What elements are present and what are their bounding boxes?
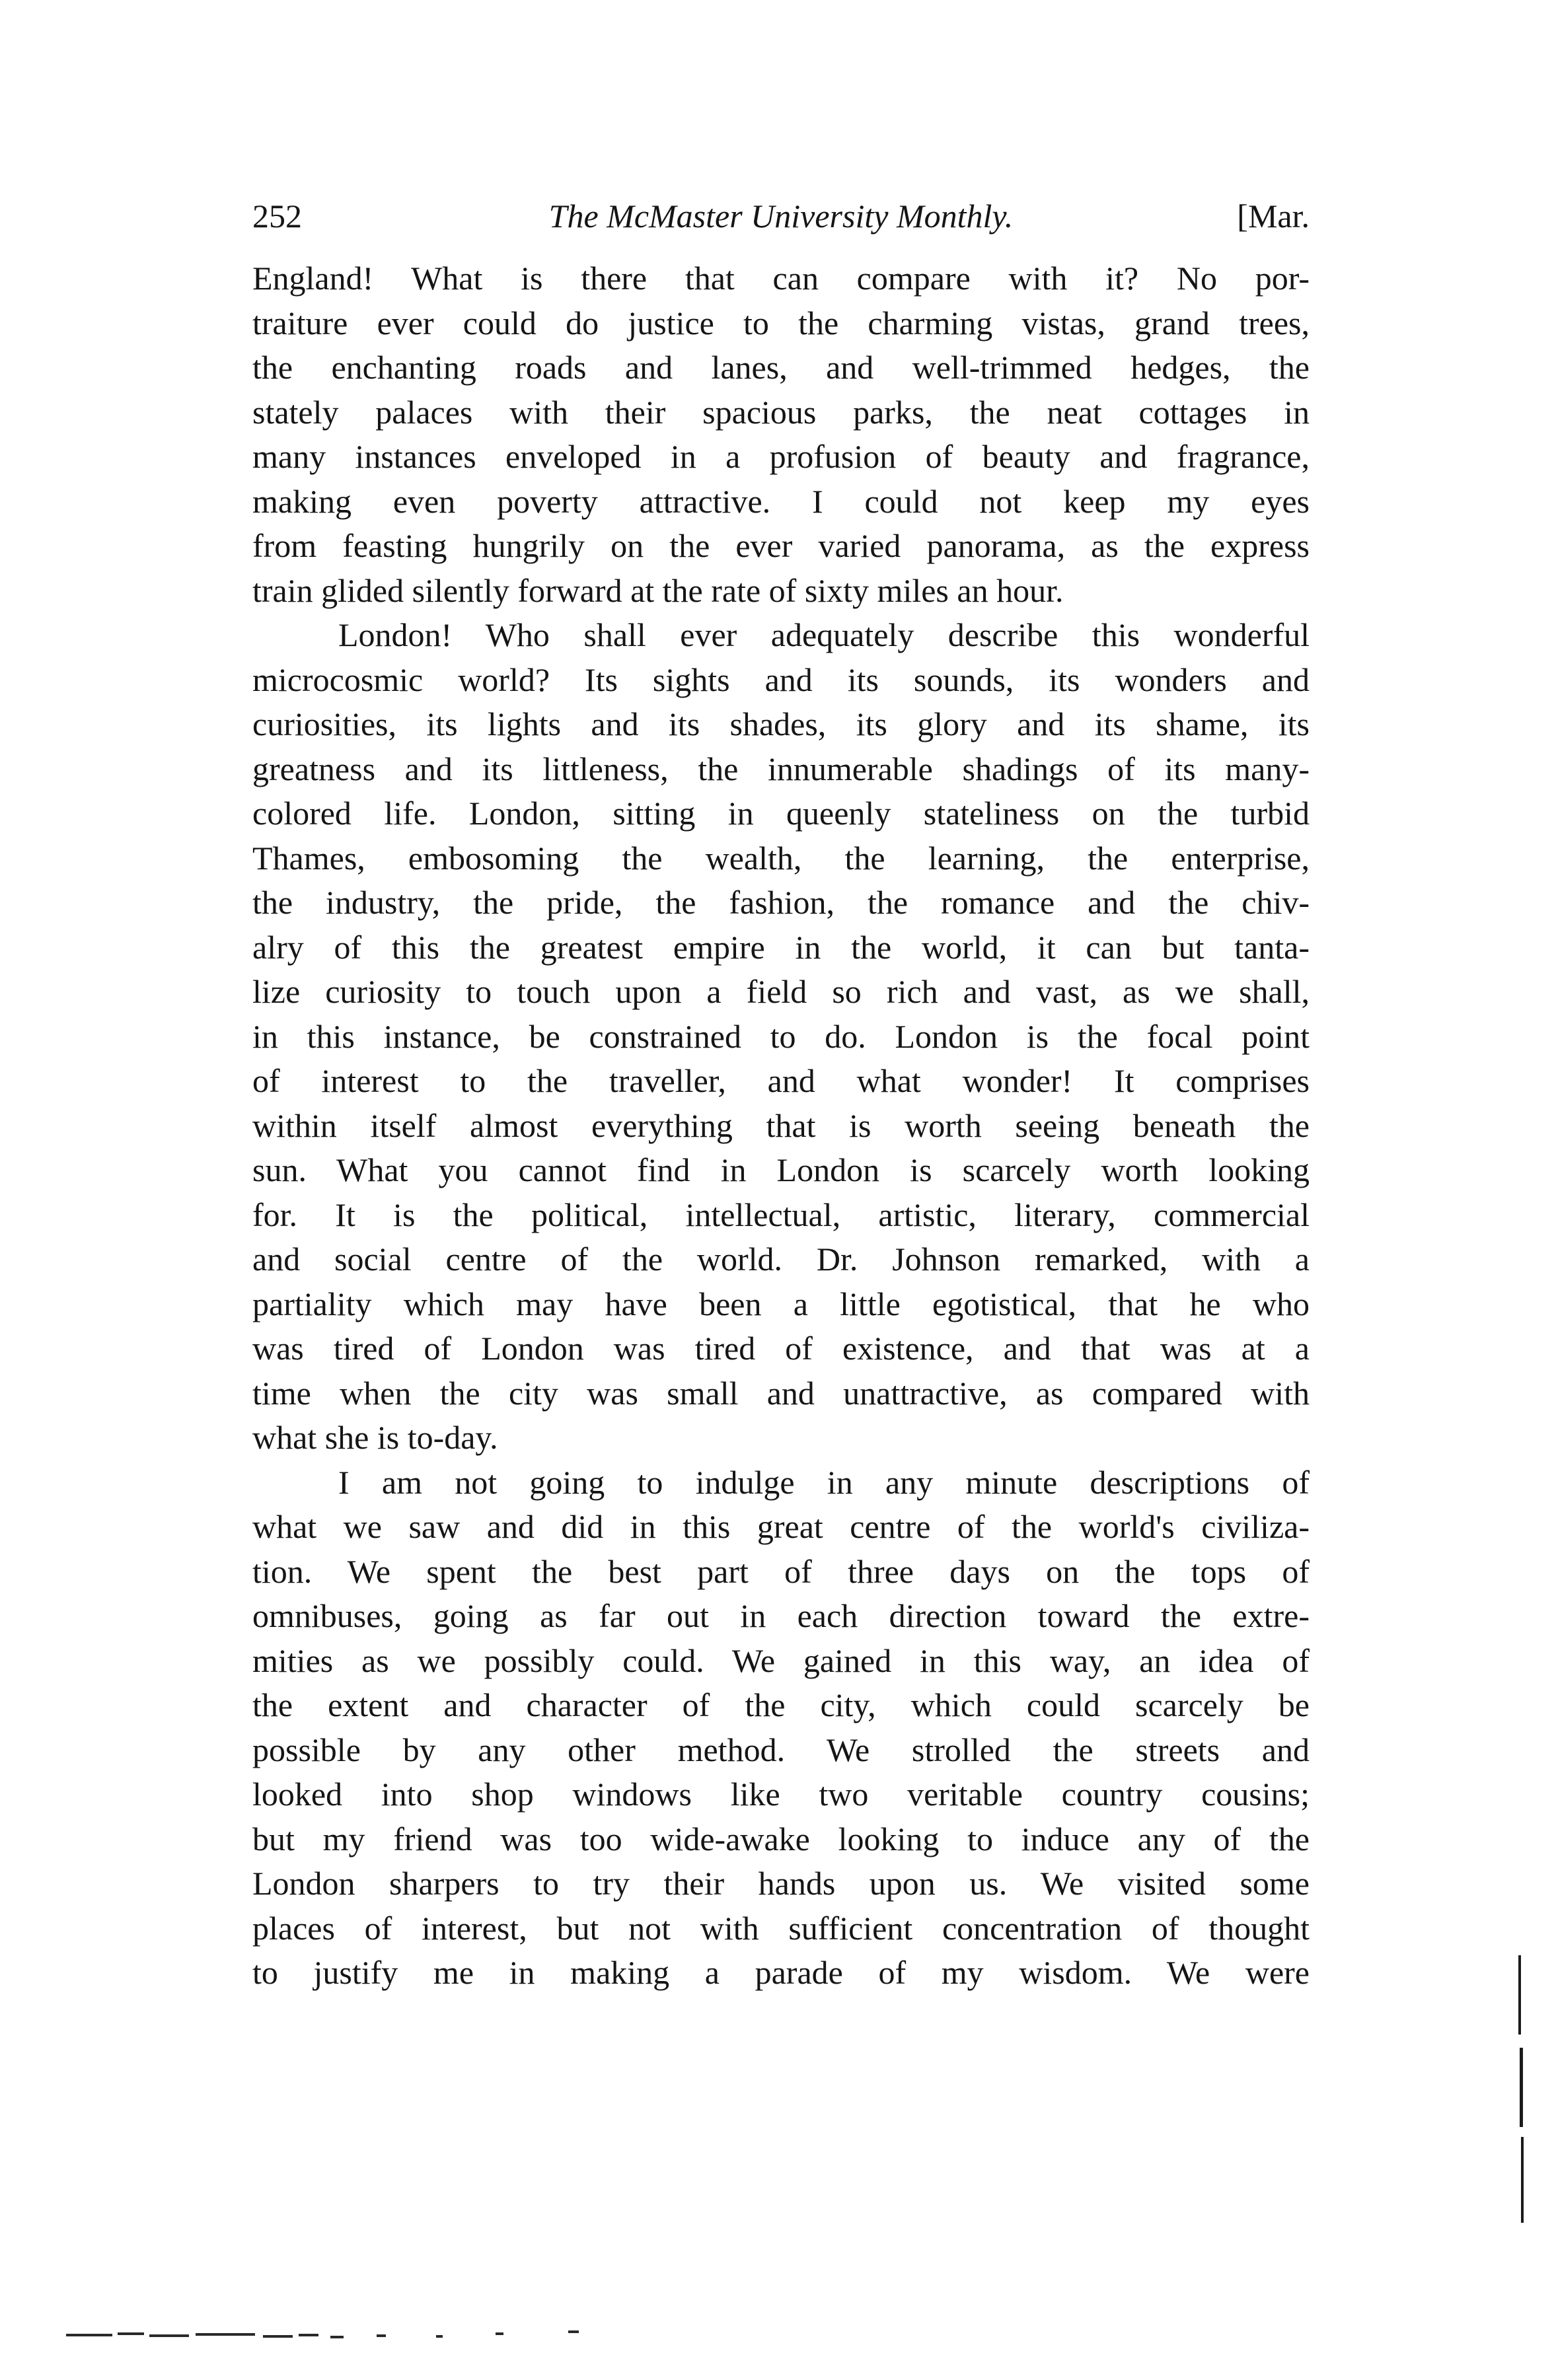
text-line: to justify me in making a parade of my wisdom. We were	[252, 1954, 1310, 1991]
paragraph-london	[252, 613, 1310, 1460]
text-line: I am not going to indulge in any minute descriptions of	[338, 1463, 1310, 1501]
text-line: making even poverty attractive. I could not keep my eyes	[252, 482, 1310, 520]
text-line: London! Who shall ever adequately describe this wonderful	[338, 616, 1310, 653]
text-line: the extent and character of the city, which could scarcely be	[252, 1686, 1310, 1723]
text-line: traiture ever could do justice to the charming vistas, grand trees,	[252, 304, 1310, 342]
running-date: [Mar.	[1237, 198, 1310, 234]
text-line: of interest to the traveller, and what wonder! It comprises	[252, 1062, 1310, 1099]
running-header	[252, 193, 1310, 239]
paragraph-england	[252, 256, 1310, 613]
text-line: the enchanting roads and lanes, and well-trimmed hedges, the	[252, 349, 1310, 386]
text-line: greatness and its littleness, the innumerable shadings of its many-	[252, 750, 1310, 787]
text-line: what she is to-day.	[252, 1419, 498, 1456]
text-line: places of interest, but not with sufficient concentration of thought	[252, 1909, 1310, 1947]
text-line: England! What is there that can compare with it? No por-	[252, 260, 1310, 297]
body-text	[252, 256, 1310, 1996]
scan-margin-mark	[1518, 1955, 1521, 2035]
text-line: possible by any other method. We strolled the streets and	[252, 1731, 1310, 1768]
text-line: in this instance, be constrained to do. London is the focal point	[252, 1017, 1310, 1055]
text-line: within itself almost everything that is worth seeing beneath the	[252, 1106, 1310, 1144]
scan-margin-mark	[1521, 2137, 1524, 2223]
text-line: from feasting hungrily on the ever varied panorama, as the express	[252, 527, 1310, 564]
text-line: colored life. London, sitting in queenly stateliness on the turbid	[252, 795, 1310, 832]
text-line: many instances enveloped in a profusion of beauty and fragrance,	[252, 438, 1310, 475]
running-title: The McMaster University Monthly.	[548, 198, 1014, 234]
scan-margin-mark	[1520, 2048, 1523, 2127]
text-line: what we saw and did in this great centre of the world's civiliza-	[252, 1508, 1310, 1545]
text-line: lize curiosity to touch upon a field so rich and vast, as we shall,	[252, 973, 1310, 1010]
text-line: partiality which may have been a little egotistical, that he who	[252, 1285, 1310, 1322]
text-line: stately palaces with their spacious parks, the neat cottages in	[252, 393, 1310, 431]
text-line: and social centre of the world. Dr. Johnson remarked, with a	[252, 1241, 1310, 1278]
text-line: for. It is the political, intellectual, artistic, literary, commercial	[252, 1196, 1310, 1233]
text-line: curiosities, its lights and its shades, its glory and its shame, its	[252, 705, 1310, 742]
text-line: London sharpers to try their hands upon us. We visited some	[252, 1865, 1310, 1902]
scan-speckle	[66, 2328, 661, 2348]
text-line: was tired of London was tired of existence, and that was at a	[252, 1330, 1310, 1367]
text-line: Thames, embosoming the wealth, the learning, the enterprise,	[252, 839, 1310, 877]
text-line: time when the city was small and unattractive, as compared with	[252, 1374, 1310, 1412]
text-line: omnibuses, going as far out in each direction toward the extre-	[252, 1597, 1310, 1634]
text-line: sun. What you cannot find in London is scarcely worth looking	[252, 1151, 1310, 1188]
text-line: tion. We spent the best part of three days on the tops of	[252, 1552, 1310, 1590]
text-line: looked into shop windows like two veritable country cousins;	[252, 1776, 1310, 1813]
text-line: the industry, the pride, the fashion, the romance and the chiv-	[252, 884, 1310, 921]
text-line: alry of this the greatest empire in the world, it can but tanta-	[252, 928, 1310, 966]
text-line: mities as we possibly could. We gained in this way, an idea of	[252, 1641, 1310, 1679]
paragraph-descriptions	[252, 1460, 1310, 1996]
text-line: but my friend was too wide-awake looking to induce any of the	[252, 1820, 1310, 1857]
text-line: microcosmic world? Its sights and its sounds, its wonders and	[252, 661, 1310, 698]
text-line: train glided silently forward at the rate of sixty miles an hour.	[252, 571, 1064, 609]
page-number: 252	[252, 198, 302, 234]
